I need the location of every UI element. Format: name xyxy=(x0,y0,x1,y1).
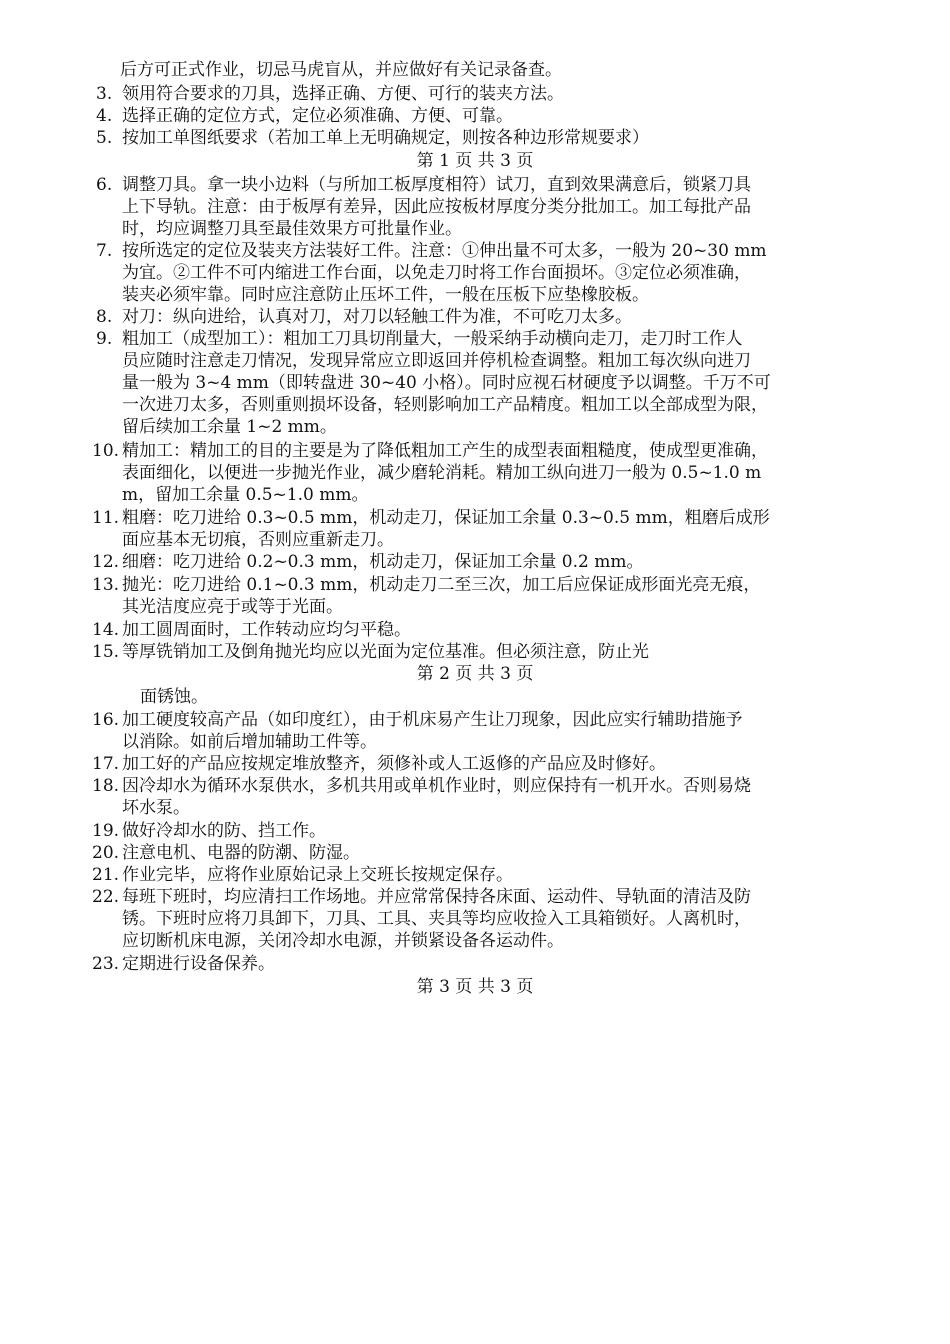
item-text: 粗加工（成型加工）：粗加工刀具切削量大，一般采纳手动横向走刀，走刀时工作人 xyxy=(122,329,743,349)
item-text: 按所选定的定位及装夹方法装好工件。注意：①伸出量不可太多，一般为 20~30 mm xyxy=(122,241,767,261)
item-text: 量一般为 3~4 mm（即转盘进 30~40 小格）。同时应视石材硬度予以调整。千万不可 xyxy=(122,373,771,393)
item-text: 上下导轨。注意：由于板厚有差异，因此应按板材厚度分类分批加工。加工每批产品 xyxy=(122,197,751,217)
item-text: 表面细化，以便进一步抛光作业，减少磨轮消耗。精加工纵向进刀一般为 0.5~1.0 m xyxy=(122,463,762,483)
item-number: 15. xyxy=(92,642,120,662)
item-text: 留后续加工余量 1~2 mm。 xyxy=(122,417,337,437)
item-text: 每班下班时，均应清扫工作场地。并应常常保持各床面、运动件、导轨面的清洁及防 xyxy=(122,887,751,907)
item-text: 应切断机床电源，关闭冷却水电源，并锁紧设备各运动件。 xyxy=(122,931,564,951)
item-number: 9. xyxy=(96,329,113,349)
item-number: 19. xyxy=(92,821,120,841)
item-text: 精加工：精加工的目的主要是为了降低粗加工产生的成型表面粗糙度，使成型更准确， xyxy=(122,441,768,461)
item-text: 装夹必须牢靠。同时应注意防止压坏工件，一般在压板下应垫橡胶板。 xyxy=(122,285,649,305)
item-text: 调整刀具。拿一块小边料（与所加工板厚度相符）试刀，直到效果满意后，锁紧刀具 xyxy=(122,175,751,195)
item-text: 加工硬度较高产品（如印度红），由于机床易产生让刀现象，因此应实行辅助措施予 xyxy=(122,710,743,730)
item-text: 锈。下班时应将刀具卸下，刀具、工具、夹具等均应收捡入工具箱锁好。人离机时， xyxy=(122,909,751,929)
item-text: 一次进刀太多，否则重则损坏设备，轻则影响加工产品精度。粗加工以全部成型为限， xyxy=(122,395,768,415)
item-text: 定期进行设备保养。 xyxy=(122,954,275,974)
item-text: 时，均应调整刀具至最佳效果方可批量作业。 xyxy=(122,219,462,239)
item-text: 按加工单图纸要求（若加工单上无明确规定，则按各种边形常规要求） xyxy=(122,128,649,148)
item-number: 3. xyxy=(96,84,113,104)
item-text: 面应基本无切痕，否则应重新走刀。 xyxy=(122,530,394,550)
page-footer: 第 2 页 共 3 页 xyxy=(416,664,534,684)
item-number: 22. xyxy=(92,887,120,907)
item-number: 17. xyxy=(92,754,120,774)
item-text: 为宜。②工件不可内缩进工作台面，以免走刀时将工作台面损坏。③定位必须准确， xyxy=(122,263,751,283)
item-number: 4. xyxy=(96,106,113,126)
item-text: 粗磨：吃刀进给 0.3~0.5 mm，机动走刀，保证加工余量 0.3~0.5 mm，粗磨后成形 xyxy=(122,508,770,528)
item-number: 8. xyxy=(96,307,113,327)
item-text: 细磨：吃刀进给 0.2~0.3 mm，机动走刀，保证加工余量 0.2 mm。 xyxy=(122,552,644,572)
item-text: 员应随时注意走刀情况，发现异常应立即返回并停机检查调整。粗加工每次纵向进刀 xyxy=(122,351,751,371)
item-number: 14. xyxy=(92,620,120,640)
continuation-text: 面锈蚀。 xyxy=(140,687,208,707)
item-text: 因冷却水为循环水泵供水，多机共用或单机作业时，则应保持有一机开水。否则易烧 xyxy=(122,776,751,796)
item-text: 抛光：吃刀进给 0.1~0.3 mm，机动走刀二至三次，加工后应保证成形面光亮无痕， xyxy=(122,575,761,595)
item-text: 等厚铣销加工及倒角抛光均应以光面为定位基准。但必须注意，防止光 xyxy=(122,642,649,662)
item-text: 以消除。如前后增加辅助工件等。 xyxy=(122,732,377,752)
item-number: 18. xyxy=(92,776,120,796)
item-text: 注意电机、电器的防潮、防湿。 xyxy=(122,843,360,863)
item-text: 领用符合要求的刀具，选择正确、方便、可行的装夹方法。 xyxy=(122,84,564,104)
item-text: 选择正确的定位方式，定位必须准确、方便、可靠。 xyxy=(122,106,513,126)
item-number: 5. xyxy=(96,128,113,148)
continuation-text: 后方可正式作业，切忌马虎盲从，并应做好有关记录备查。 xyxy=(120,60,562,80)
item-text: 其光洁度应亮于或等于光面。 xyxy=(122,597,343,617)
item-text: m，留加工余量 0.5~1.0 mm。 xyxy=(122,485,369,505)
page-footer: 第 3 页 共 3 页 xyxy=(416,977,534,997)
item-text: 做好冷却水的防、挡工作。 xyxy=(122,821,326,841)
item-number: 7. xyxy=(96,241,113,261)
page-footer: 第 1 页 共 3 页 xyxy=(416,151,534,171)
item-text: 作业完毕，应将作业原始记录上交班长按规定保存。 xyxy=(122,865,513,885)
item-number: 11. xyxy=(92,508,120,528)
item-number: 16. xyxy=(92,710,120,730)
item-text: 加工圆周面时，工作转动应均匀平稳。 xyxy=(122,620,411,640)
item-number: 20. xyxy=(92,843,120,863)
item-number: 6. xyxy=(96,175,113,195)
item-text: 对刀：纵向进给，认真对刀，对刀以轻触工件为准，不可吃刀太多。 xyxy=(122,307,632,327)
item-number: 10. xyxy=(92,441,120,461)
item-number: 23. xyxy=(92,954,120,974)
item-number: 13. xyxy=(92,575,120,595)
item-text: 坏水泵。 xyxy=(122,798,190,818)
item-number: 21. xyxy=(92,865,120,885)
item-number: 12. xyxy=(92,552,120,572)
item-text: 加工好的产品应按规定堆放整齐，须修补或人工返修的产品应及时修好。 xyxy=(122,754,666,774)
